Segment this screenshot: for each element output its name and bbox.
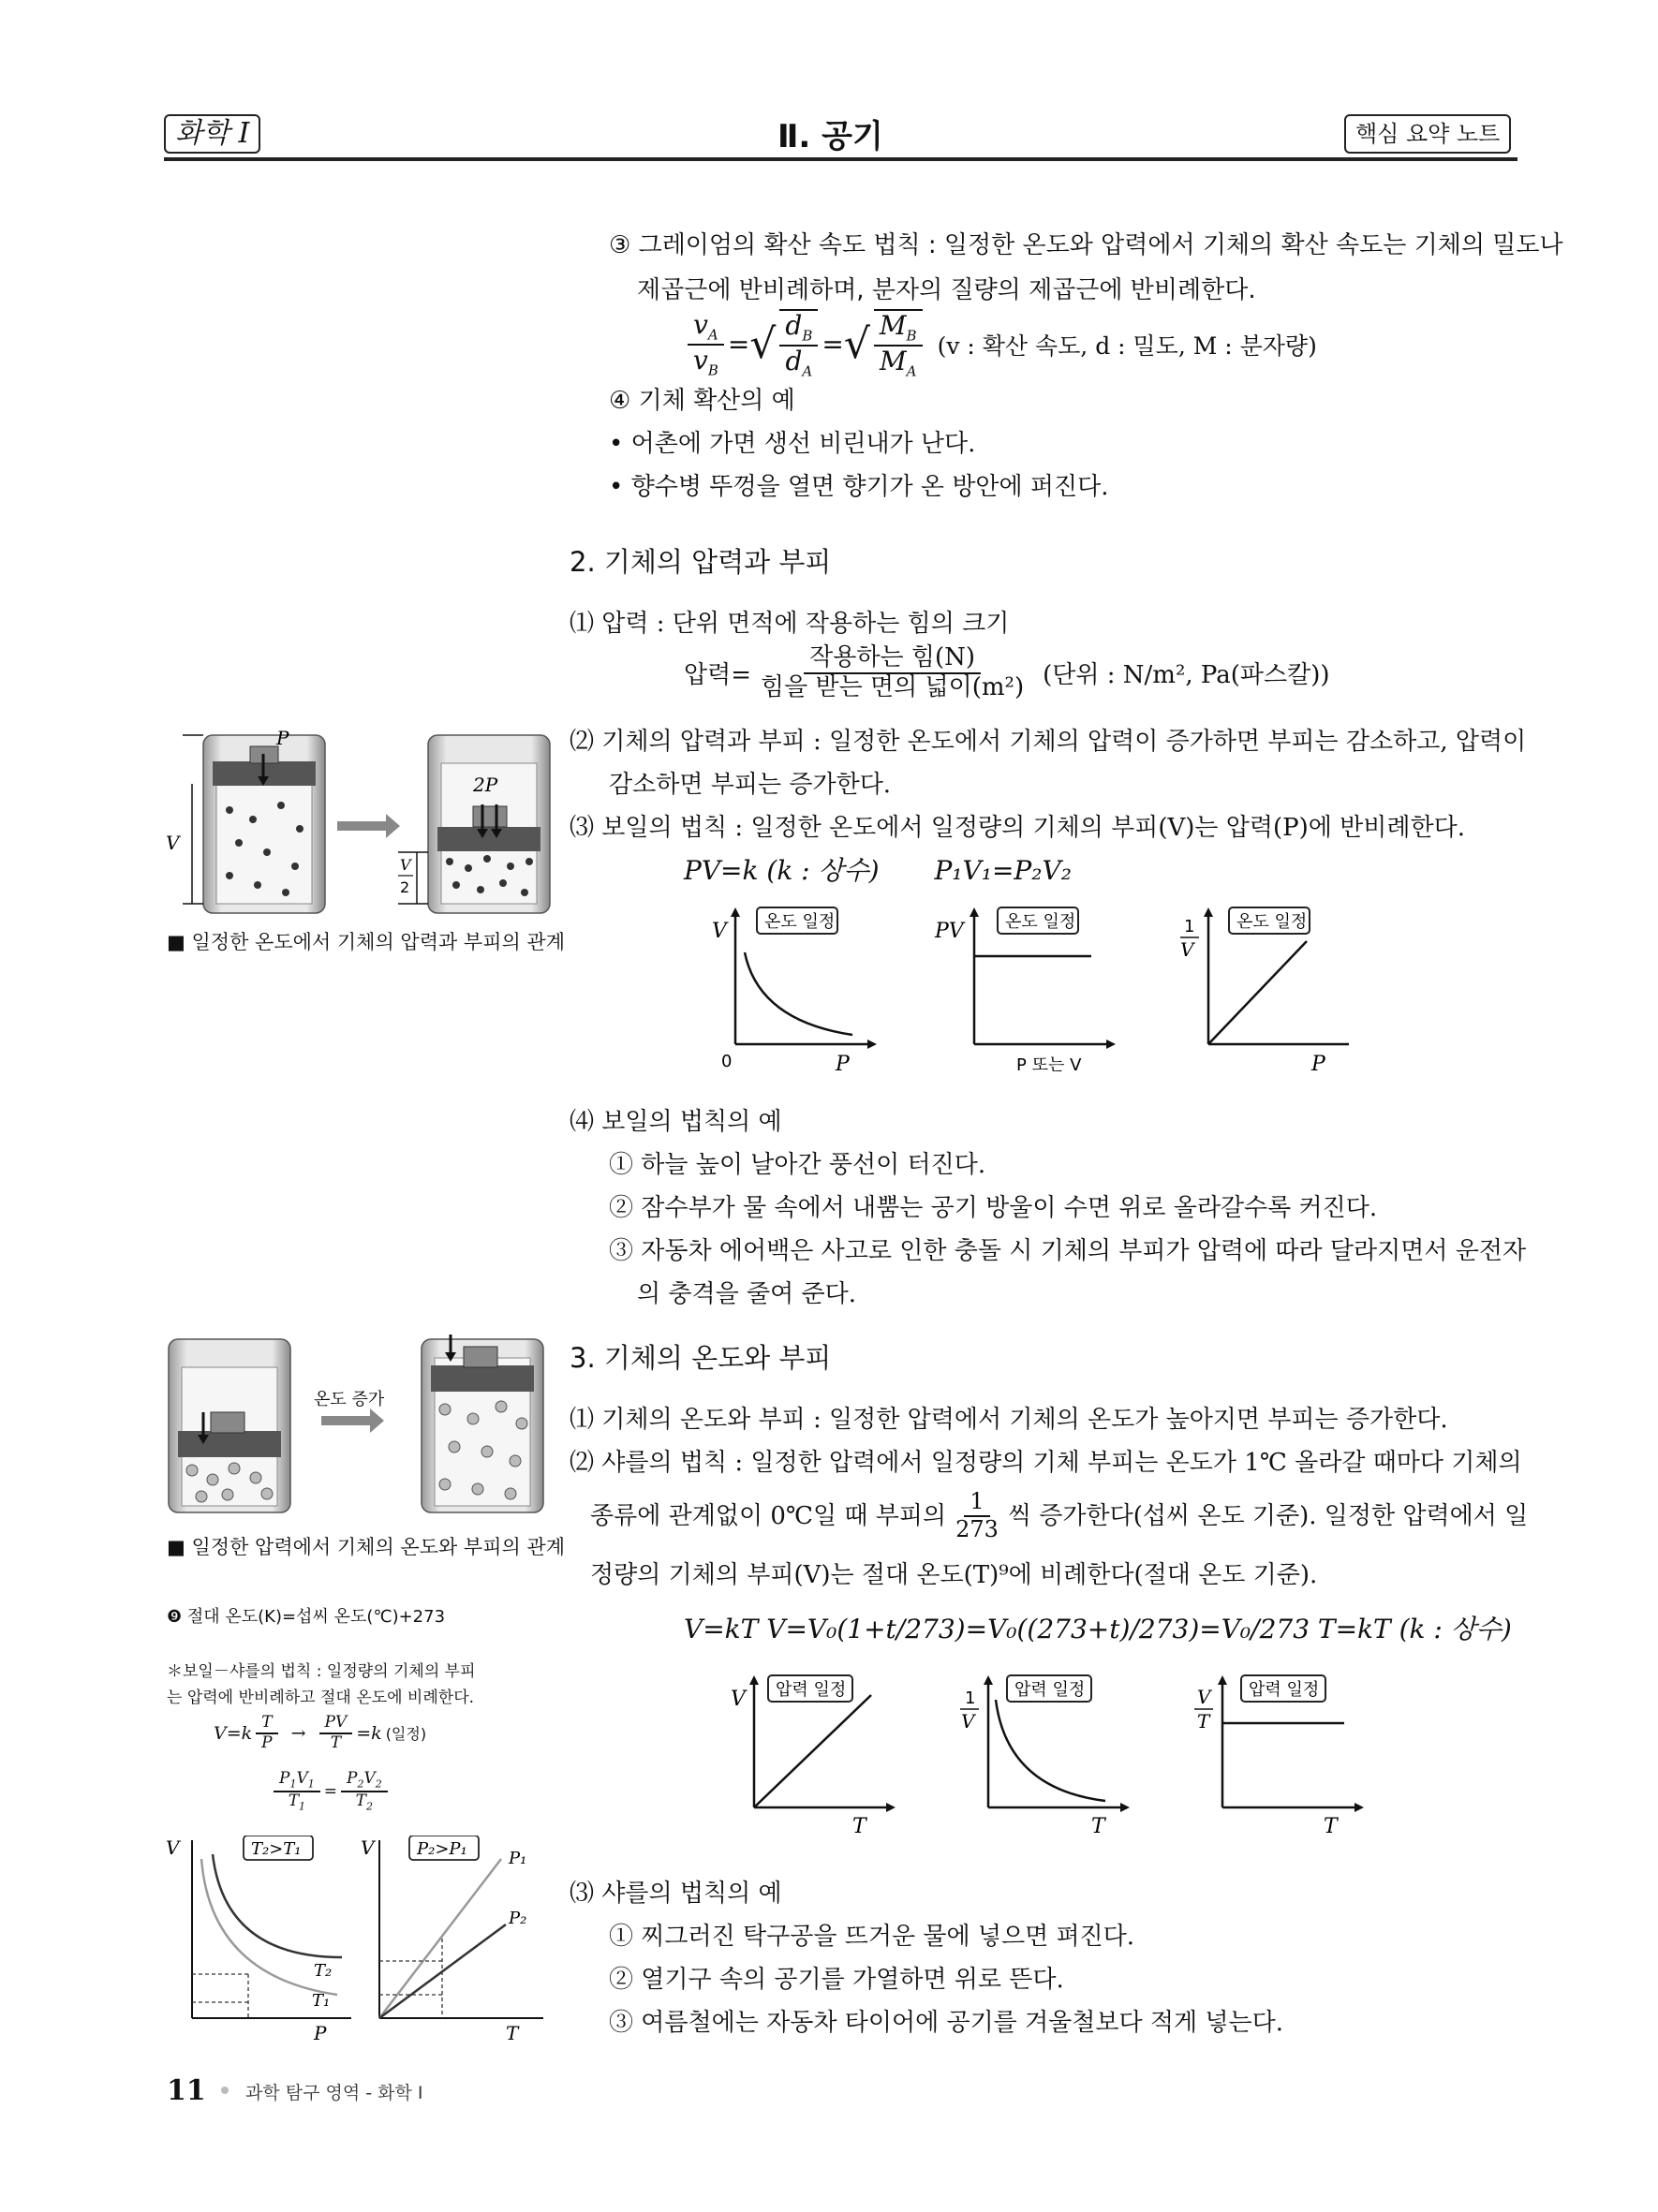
cg2-ynum: 1	[965, 1688, 976, 1708]
side-b-c2: P₂	[509, 1909, 527, 1928]
cg1-label: 압력 일정	[776, 1680, 847, 1700]
charles-graph-3	[1194, 1675, 1364, 1838]
section2-p1: ⑴ 압력 : 단위 면적에 작용하는 힘의 크기	[570, 610, 1010, 638]
cg2-xlabel: T	[1091, 1815, 1105, 1838]
fig2-cylinders	[164, 1330, 557, 1517]
boyle-graph-3	[1180, 907, 1349, 1076]
cg1-xlabel: T	[852, 1815, 866, 1838]
graham-bullet1: • 어촌에 가면 생선 비린내가 난다.	[609, 430, 976, 458]
graham-item3-line2: 제곱근에 반비례하며, 분자의 질량의 제곱근에 반비례한다.	[637, 276, 1256, 304]
pressure-unit: (단위 : N/m², Pa(파스칼))	[1043, 661, 1330, 690]
boyle-formula-1: PV=k (k : 상수)	[684, 855, 880, 886]
side-graphs	[164, 1836, 557, 2042]
fig1-cylinder-1	[166, 727, 325, 913]
cg3-yden: T	[1197, 1710, 1210, 1733]
fig2-piston-1	[178, 1431, 281, 1457]
fig1-vhalf-num: V	[400, 856, 411, 874]
section3-ex1: ① 찌그러진 탁구공을 뜨거운 물에 넣으면 펴진다.	[609, 1923, 1135, 1951]
summary-text: 핵심 요약 노트	[1355, 121, 1501, 147]
fig2-cylinder-1	[169, 1339, 290, 1512]
cg2-yden: V	[961, 1710, 975, 1733]
side-graph-a	[166, 1836, 351, 2042]
g3-yden: V	[1180, 938, 1194, 961]
fig1-p1: P	[276, 727, 289, 749]
fig2-arrow	[321, 1408, 384, 1433]
charles-graphs	[721, 1672, 1377, 1840]
pressure-num: 작용하는 힘(N)	[804, 644, 981, 674]
side-bc-line2: 는 압력에 반비례하고 절대 온도에 비례한다.	[167, 1688, 475, 1707]
cg3-ynum: V	[1197, 1686, 1211, 1708]
boyle-graph-2	[934, 907, 1116, 1075]
side-a-xlabel: P	[314, 2022, 327, 2042]
fig2-weight-1	[211, 1412, 244, 1433]
section2-p3: ⑶ 보일의 법칙 : 일정한 온도에서 일정량의 기체의 부피(V)는 압력(P)에 반비례한다.	[570, 814, 1465, 842]
section2-p2-line2: 감소하면 부피는 증가한다.	[609, 771, 892, 799]
fig1-cylinders	[164, 726, 557, 918]
section3-frac-den: 273	[955, 1515, 999, 1542]
g1-origin: 0	[721, 1052, 733, 1071]
boyle-curve-1	[745, 952, 852, 1035]
summary-tag	[1344, 114, 1511, 154]
graham-formula: $\frac{v_A}{v_B}$ = √ $\frac{d_B}{d_A}$ = √ $\frac{M_B}{M_A}$ (v : 확산 속도, d : 밀도, M : 분자량)	[684, 309, 1317, 380]
header-rule	[164, 157, 1517, 161]
graham-item3-line1: ③ 그레이엄의 확산 속도 법칙 : 일정한 온도와 압력에서 기체의 확산 속도는 기체의 밀도나	[609, 231, 1563, 259]
side-f1: V=k $\frac{T}{P}$ → $\frac{PV}{T}$ =k (일정)	[214, 1713, 427, 1752]
g1-ylabel: V	[712, 920, 727, 943]
side-b-ylabel: V	[361, 1836, 375, 1859]
section3-p2-line1: ⑵ 샤를의 법칙 : 일정한 압력에서 일정량의 기체 부피는 온도가 1℃ 올라갈 때마다 기체의	[570, 1449, 1522, 1477]
g3-xlabel: P	[1311, 1053, 1325, 1076]
fig2-caption: ■ 일정한 압력에서 기체의 온도와 부피의 관계	[167, 1536, 566, 1558]
charles-graph-1	[731, 1675, 896, 1838]
fig1-piston-2	[437, 827, 540, 851]
side-a-c2: T₁	[312, 1991, 331, 2011]
side-note9: ❾ 절대 온도(K)=섭씨 온도(℃)+273	[167, 1607, 446, 1627]
subject-text: 화학 I	[175, 117, 250, 150]
fig2-weight-2	[464, 1347, 497, 1367]
cg3-xlabel: T	[1324, 1815, 1338, 1838]
section2-p4: ⑷ 보일의 법칙의 예	[570, 1108, 782, 1136]
g1-xlabel: P	[836, 1053, 850, 1076]
footer-dot	[221, 2087, 229, 2094]
page-number: 11	[167, 2074, 206, 2107]
fig1-v: V	[166, 832, 180, 854]
graham-bullet2: • 향수병 뚜껑을 열면 향기가 온 방안에 퍼진다.	[609, 473, 1109, 501]
boyle-line-3	[1208, 941, 1307, 1044]
footer-text: 과학 탐구 영역 - 화학 Ⅰ	[245, 2083, 423, 2103]
fig2-arrow-label: 온도 증가	[314, 1390, 385, 1409]
pressure-den: 힘을 받는 면의 넓이(m²)	[761, 672, 1025, 701]
boyle-formula-2: P₁V₁=P₂V₂	[934, 855, 1072, 886]
cg1-ylabel: V	[731, 1688, 746, 1711]
chapter-title: Ⅱ. 공기	[777, 118, 883, 155]
section2-ex1: ① 하늘 높이 날아간 풍선이 터진다.	[609, 1151, 986, 1179]
section3-ex2: ② 열기구 속의 공기를 가열하면 위로 뜬다.	[609, 1966, 1064, 1994]
subject-tag	[164, 114, 260, 154]
section3-p1: ⑴ 기체의 온도와 부피 : 일정한 압력에서 기체의 온도가 높아지면 부피는 증가한다.	[570, 1406, 1448, 1434]
fig1-vhalf-den: 2	[400, 878, 410, 896]
boyle-graph-1	[712, 907, 877, 1076]
side-a-c1: T₂	[314, 1961, 333, 1981]
section3-ex3: ③ 여름철에는 자동차 타이어에 공기를 겨울철보다 적게 넣는다.	[609, 2009, 1284, 2037]
pressure-label: 압력=	[684, 661, 752, 690]
graham-formula-note: (v : 확산 속도, d : 밀도, M : 분자량)	[937, 332, 1317, 360]
section2-ex3-line2: 의 충격을 줄여 준다.	[637, 1280, 856, 1308]
g2-label: 온도 일정	[1005, 912, 1076, 932]
cg2-label: 압력 일정	[1014, 1680, 1086, 1700]
charles-formula: V=kT V=V₀(1+t/273)=V₀((273+t)/273)=V₀/273 T=kT (k : 상수)	[684, 1614, 1512, 1644]
side-b-c1: P₁	[509, 1849, 527, 1868]
fig1-weight-2	[473, 806, 507, 827]
fig2-cylinder-2	[422, 1335, 543, 1512]
graham-item4: ④ 기체 확산의 예	[609, 387, 795, 415]
cg3-label: 압력 일정	[1249, 1680, 1320, 1700]
section3-p3: ⑶ 샤를의 법칙의 예	[570, 1880, 782, 1908]
fig2-piston-2	[431, 1365, 534, 1392]
section3-p2-line2	[590, 1489, 1528, 1542]
section2-p2-line1: ⑵ 기체의 압력과 부피 : 일정한 온도에서 기체의 압력이 증가하면 부피는 감소하고, 압력이	[570, 728, 1527, 756]
g1-label: 온도 일정	[764, 912, 836, 932]
g3-ynum: 1	[1184, 917, 1195, 936]
section2-title: 2. 기체의 압력과 부피	[570, 546, 832, 578]
section3-p2-line2b: 씩 증가한다(섭씨 온도 기준). 일정한 압력에서 일	[1007, 1501, 1529, 1530]
fig1-cylinder-2	[398, 735, 550, 913]
section3-frac-num: 1	[964, 1489, 989, 1517]
side-f2: $\frac{P_1V_1}{T_1}$ = $\frac{P_2V_2}{T_2}$	[270, 1770, 392, 1813]
charles-line-1	[754, 1695, 871, 1807]
fig1-caption: ■ 일정한 온도에서 기체의 압력과 부피의 관계	[167, 931, 566, 953]
charles-curve-2	[996, 1700, 1105, 1801]
side-b-xlabel: T	[506, 2022, 519, 2042]
fig1-arrow	[337, 814, 400, 838]
fig1-p2: 2P	[473, 774, 498, 796]
side-bc-line1: ＊보일－샤를의 법칙 : 일정량의 기체의 부피	[167, 1662, 476, 1681]
section3-p2-line3: 정량의 기체의 부피(V)는 절대 온도(T)⁹에 비례한다(절대 온도 기준).	[590, 1561, 1318, 1589]
side-b-box-label: P₂>P₁	[417, 1839, 467, 1859]
side-graph-b	[361, 1836, 543, 2042]
pressure-formula	[684, 644, 1330, 702]
g2-xlabel: P 또는 V	[1016, 1055, 1082, 1075]
section2-ex3-line1: ③ 자동차 에어백은 사고로 인한 충돌 시 기체의 부피가 압력에 따라 달라지면서 운전자	[609, 1237, 1527, 1265]
section3-title: 3. 기체의 온도와 부피	[570, 1342, 832, 1374]
side-a-ylabel: V	[166, 1836, 180, 1859]
boyle-graphs	[693, 904, 1349, 1077]
side-a-box-label: T₂>T₁	[251, 1839, 302, 1859]
charles-graph-2	[960, 1675, 1130, 1838]
g3-label: 온도 일정	[1236, 912, 1308, 932]
section3-p2-line2a: 종류에 관계없이 0℃일 때 부피의	[590, 1501, 947, 1530]
g2-ylabel: PV	[935, 920, 964, 943]
boyle-formula	[684, 850, 1072, 888]
section2-ex2: ② 잠수부가 물 속에서 내뿜는 공기 방울이 수면 위로 올라갈수록 커진다.	[609, 1194, 1378, 1222]
